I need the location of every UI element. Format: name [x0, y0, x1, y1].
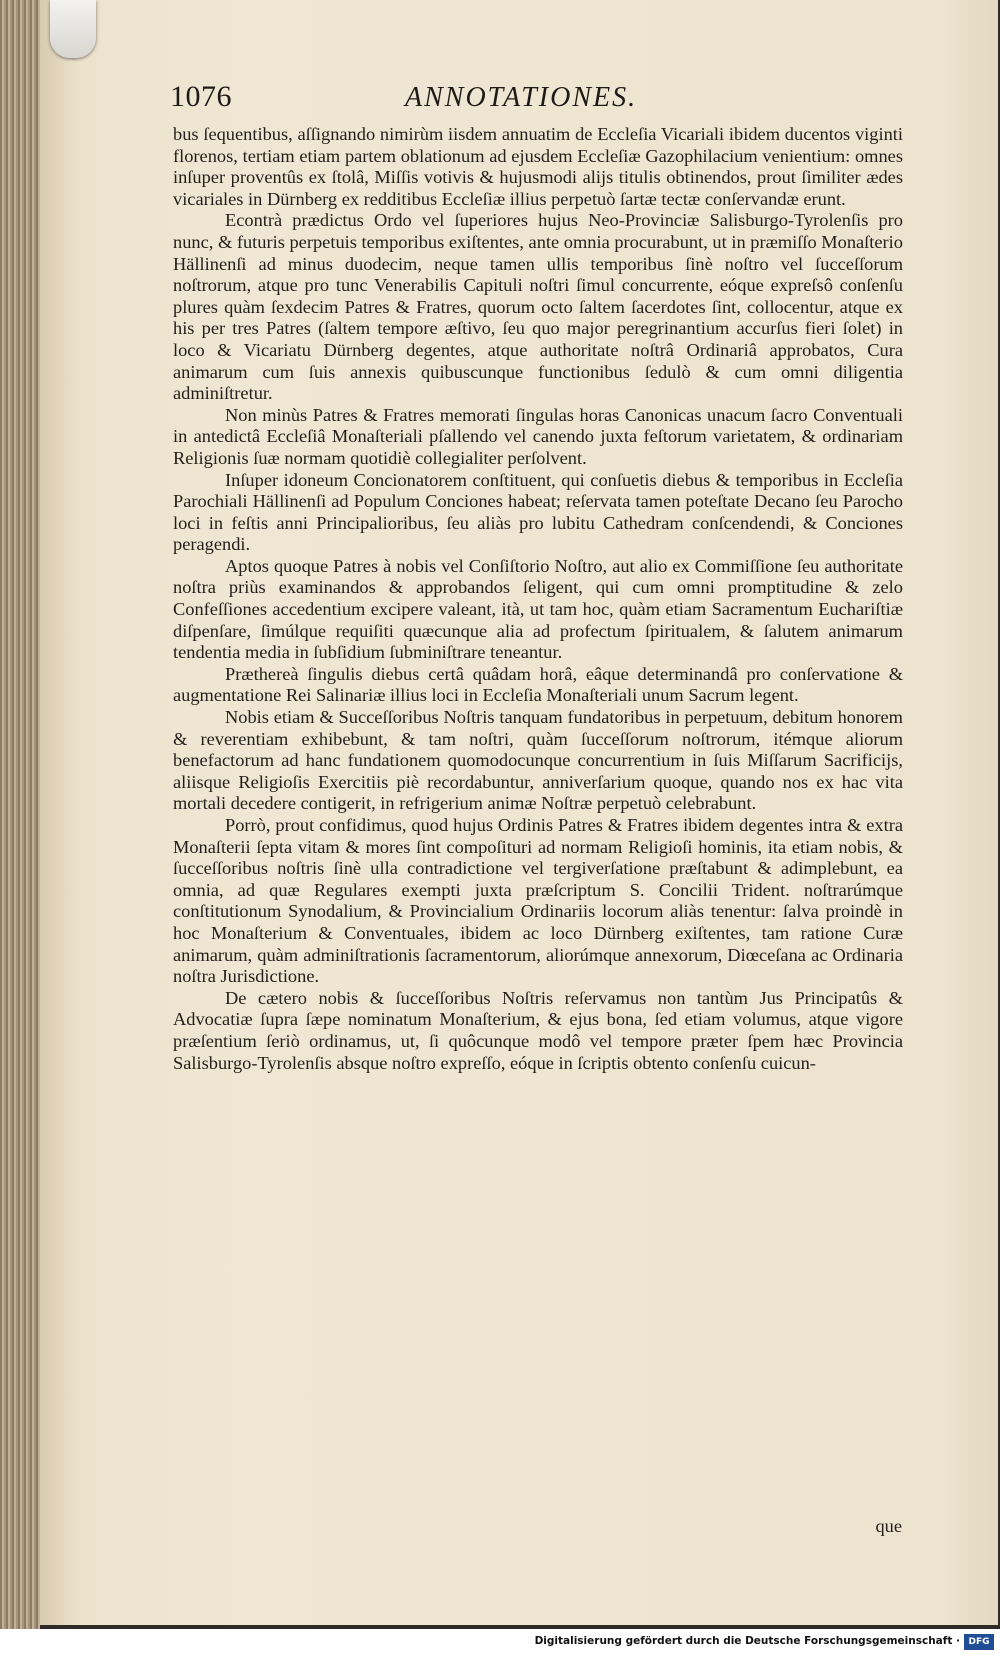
paragraph: Aptos quoque Patres à nobis vel Conſiſtorio Noſtro, aut alio ex Commiſſione ſeu authoritate noſtra priùs examinandos & approbandos ſeligent, qui cum omni promptitudine & zelo Confeſſiones accedentium excipere valeant, ità, ut tam hoc, quàm etiam Sacramentum Euchariſtiæ diſpenſare, ſimúlque requiſiti quæcunque alia ad profectum ſpiritualem, & ſalutem animarum tendentia media in ſubſidium ſubminiſtrare teneantur. — [173, 555, 903, 663]
paragraph: Porrò, prout confidimus, quod hujus Ordinis Patres & Fratres ibidem degentes intra & extra Monaſterii ſepta vitam & mores ſint compoſituri ad normam Religioſi hominis, ita etiam nobis, & ſucceſſoribus noſtris ſinè ulla contradictione vel tergiverſatione præſtabunt & adimplebunt, ea omnia, ad quæ Regulares exempti juxta præſcriptum S. Concilii Trident. noſtrarúmque conſtitutionum Synodalium, & Provincialium Ordinariis locorum aliàs tenentur: ſalva proindè in hoc Monaſterium & Conventuales, ibidem ac loco Dürnberg exiſtentes, tam ratione Curæ animarum, quàm adminiſtrationis ſacramentorum, aliorúmque annexorum, Diœceſana ac Ordinaria noſtra Jurisdictione. — [173, 815, 903, 987]
paragraph: Non minùs Patres & Fratres memorati ſingulas horas Canonicas unacum ſacro Conventuali in antedictâ Eccleſiâ Monaſteriali pſallendo vel canendo juxta feſtorum varietatem, & ordinariam Religionis ſuæ normam quotidiè collegialiter perſolvent. — [173, 404, 903, 468]
funding-notice: Digitalisierung gefördert durch die Deutsche Forschungsgemeinschaft · — [534, 1635, 960, 1647]
paragraph: Nobis etiam & Succeſſoribus Noſtris tanquam fundatoribus in perpetuum, debitum honorem & reverentiam exhibebunt, & tam noſtri, quàm ſucceſſorum noſtrorum, itémque aliorum benefactorum ad hanc fundationem quomodocunque concurrentium in ſuis Miſſarum Sacrificijs, aliisque Religioſis Exercitiis piè recordabuntur, anniverſarium quoque, quando nos ex hac vita mortali decedere contigerit, in refrigerium animæ Noſtræ perpetuò celebrabunt. — [173, 707, 903, 814]
paragraph: Econtrà prædictus Ordo vel ſuperiores hujus Neo-Provinciæ Salisburgo-Tyrolenſis pro nunc, & futuris perpetuis temporibus exiſtentes, ante omnia procurabunt, ut in præmiſſo Monaſterio Hällinenſi ad minus duodecim, neque tamen ullis temporibus ſinè noſtro vel ſucceſſorum noſtrorum, atque pro tunc Venerabilis Capituli noſtri ſimul concurrente, eóque expreſsô conſenſu plures quàm ſexdecim Patres & Fratres, quorum octo ſaltem ſacerdotes ſint, collocentur, atque ex his per tres Patres (ſaltem tempore æſtivo, ſeu quo major peregrinantium accurſus fieri ſolet) in loco & Vicariatu Dürnberg degentes, atque authoritate noſtrâ Ordinariâ approbatos, Cura animarum cum ſuis annexis quibuscunque functionibus ſedulò & cum omni diligentia adminiſtretur. — [173, 210, 903, 404]
page-clip — [50, 0, 96, 58]
paragraph: Præthereà ſingulis diebus certâ quâdam horâ, eâque determinandâ pro conſervatione & augmentatione Rei Salinariæ illius loci in Eccleſia Monaſteriali unum Sacrum legent. — [173, 663, 903, 706]
dfg-logo: DFG — [964, 1634, 994, 1650]
catchword: que — [875, 1516, 902, 1536]
footer-bar — [0, 1629, 1000, 1657]
page-header — [170, 80, 890, 120]
book-page-edges — [0, 0, 40, 1657]
running-head: ANNOTATIONES. — [405, 82, 638, 113]
paragraph: bus ſequentibus, aſſignando nimirùm iisdem annuatim de Eccleſia Vicariali ibidem ducentos viginti florenos, tertiam etiam partem oblationum ad ejusdem Eccleſiæ Gazophilacium venientium: omnes inſuper proventûs ex ſtolâ, Miſſis votivis & hujusmodi alijs titulis obtinendos, prout ſimiliter ædes vicariales in Dürnberg ex redditibus Eccleſiæ illius perpetuò ſartæ tectæ conſervandæ erunt. — [173, 124, 903, 209]
page-number: 1076 — [170, 80, 232, 113]
paragraph: De cætero nobis & ſucceſſoribus Noſtris reſervamus non tantùm Jus Principatûs & Advocatiæ ſupra ſæpe nominatum Monaſterium, & ejus bona, ſed etiam volumus, atque vigore præſentium ſeriò ordinamus, ut, ſi quôcunque modô vel tempore præter ſpem hæc Provincia Salisburgo-Tyrolenſis absque noſtro expreſſo, eóque in ſcriptis obtento conſenſu cuicun- — [173, 987, 903, 1073]
body-text — [173, 124, 903, 1074]
paragraph: Inſuper idoneum Concionatorem conſtituent, qui conſuetis diebus & temporibus in Eccleſia Parochiali Hällinenſi ad Populum Conciones habeat; reſervata tamen poteſtate Decano ſeu Parocho loci in feſtis anni Principalioribus, ſeu aliàs pro lubitu Cathedram conſcendendi, & Conciones peragendi. — [173, 469, 903, 555]
